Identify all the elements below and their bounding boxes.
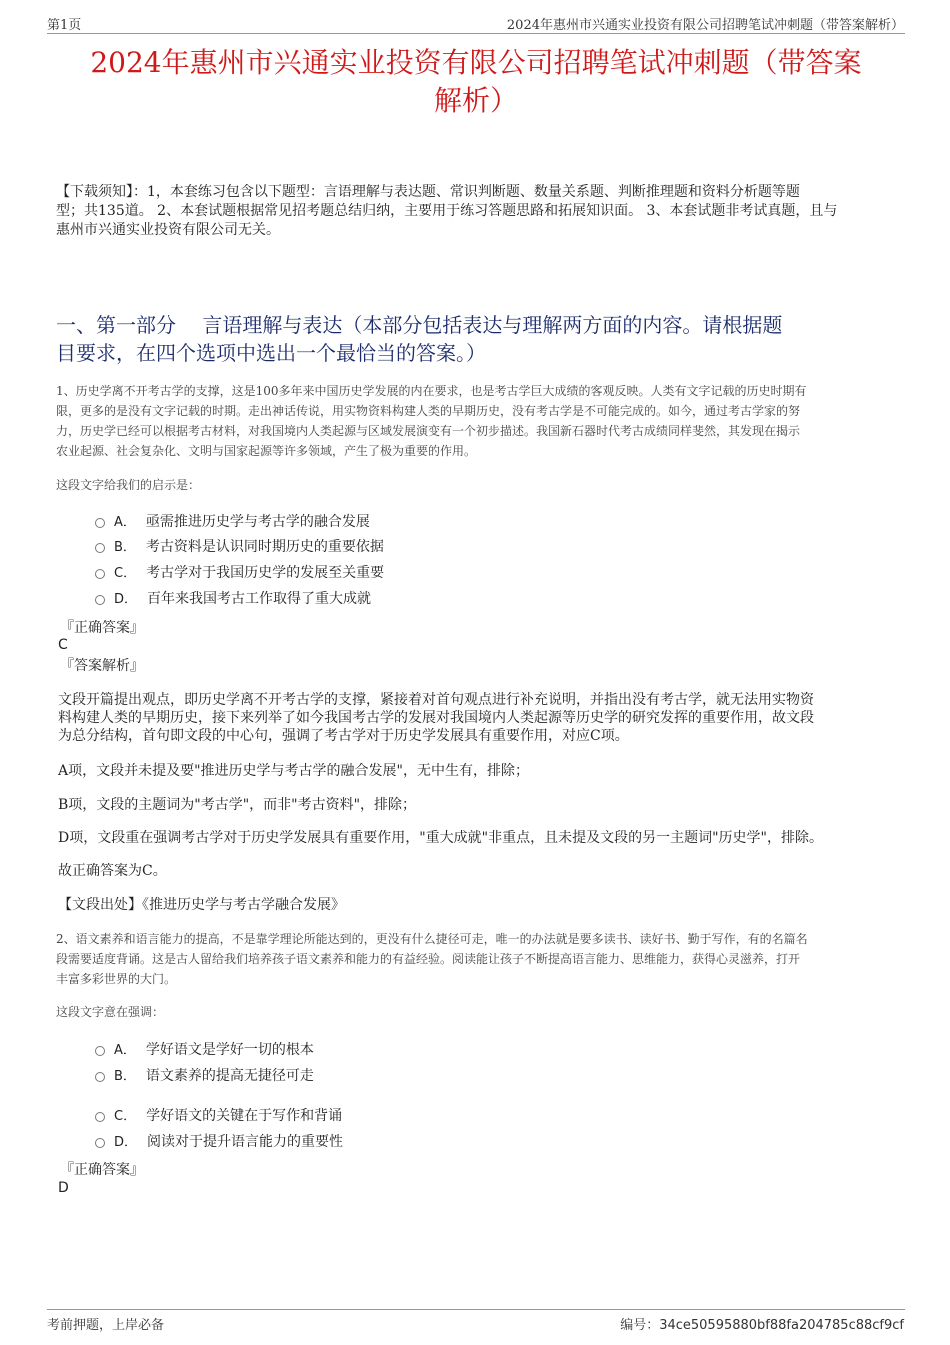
radio-button[interactable] xyxy=(95,1046,105,1056)
question-2-prompt: 这段文字意在强调： xyxy=(56,1005,165,1019)
section-heading-line-2: 目要求，在四个选项中选出一个最恰当的答案。） xyxy=(56,341,486,365)
option-text: 学好语文的关键在于写作和背诵 xyxy=(146,1108,343,1124)
q2-option-d[interactable] xyxy=(95,1132,343,1153)
radio-button[interactable] xyxy=(95,569,105,579)
option-text: 亟需推进历史学与考古学的融合发展 xyxy=(145,514,370,530)
option-letter: A． xyxy=(114,1043,136,1058)
q2-option-b[interactable] xyxy=(95,1066,314,1087)
q1-option-c[interactable] xyxy=(95,563,384,584)
question-line: 丰富多彩世界的大门。 xyxy=(56,972,177,986)
correct-answer-value: D xyxy=(58,1180,69,1196)
analysis-line: 为总分结构，首句即文段的中心句，强调了考古学对于历史学发展具有重要作用，对应C项。 xyxy=(58,728,629,744)
document-title xyxy=(47,44,905,120)
analysis-conclusion: 故正确答案为C。 xyxy=(58,863,167,879)
question-line: 2、语文素养和语言能力的提高，不是靠学理论所能达到的，更没有什么捷径可走，唯一的办法就是要多读书、读好书、勤于写作，有的名篇名 xyxy=(56,932,808,946)
question-line: 1、历史学离不开考古学的支撑，这是100多年来中国历史学发展的内在要求，也是考古学巨大成绩的客观反映。人类有文字记载的历史时期有 xyxy=(56,384,807,398)
notice-line: 【下载须知】：1，本套练习包含以下题型：言语理解与表达题、常识判断题、数量关系题、判断推理题和资料分析题等题 xyxy=(56,184,800,200)
question-line: 农业起源、社会复杂化、文明与国家起源等许多领域，产生了极为重要的作用。 xyxy=(56,444,477,458)
question-1-text xyxy=(56,381,904,461)
radio-button[interactable] xyxy=(95,595,105,605)
analysis-option-d: D项，文段重在强调考古学对于历史学发展具有重要作用，"重大成就"非重点，且未提及文段的另一主题词"历史学"，排除。 xyxy=(58,830,823,846)
question-line: 段需要适度背诵。这是古人留给我们培养孩子语文素养和能力的有益经验。阅读能让孩子不断提高语言能力、思维能力，获得心灵滋养，打开 xyxy=(56,952,801,966)
q1-option-a[interactable] xyxy=(95,512,370,533)
passage-source: 【文段出处】《推进历史学与考古学融合发展》 xyxy=(58,897,345,913)
correct-answer-label: 『正确答案』 xyxy=(60,620,144,636)
header-divider xyxy=(47,33,905,34)
option-letter: B． xyxy=(114,540,136,555)
correct-answer-label: 『正确答案』 xyxy=(60,1162,144,1178)
option-letter: C． xyxy=(114,1109,137,1124)
option-letter: B． xyxy=(114,1069,136,1084)
download-notice xyxy=(56,183,904,240)
title-line-1: 2024年惠州市兴通实业投资有限公司招聘笔试冲刺题（带答案 xyxy=(90,46,862,79)
q1-option-d[interactable] xyxy=(95,589,371,610)
analysis-label: 『答案解析』 xyxy=(60,658,144,674)
option-text: 阅读对于提升语言能力的重要性 xyxy=(147,1134,344,1150)
section-heading xyxy=(56,311,904,367)
question-2-text xyxy=(56,929,904,989)
radio-button[interactable] xyxy=(95,1112,105,1122)
option-letter: D． xyxy=(114,592,138,607)
notice-line: 惠州市兴通实业投资有限公司无关。 xyxy=(56,222,280,238)
analysis-line: 文段开篇提出观点，即历史学离不开考古学的支撑，紧接着对首句观点进行补充说明，并指出没有考古学，就无法用实物资 xyxy=(58,692,814,708)
notice-line: 型；共135道。 2、本套试题根据常见招考题总结归纳，主要用于练习答题思路和拓展知识面。 3、本套试题非考试真题，且与 xyxy=(56,203,838,219)
title-line-2: 解析） xyxy=(433,84,518,117)
question-1-prompt: 这段文字给我们的启示是： xyxy=(56,478,201,492)
option-letter: C． xyxy=(114,566,137,581)
analysis-option-b: B项，文段的主题词为"考古学"，而非"考古资料"，排除； xyxy=(58,797,417,813)
page-number: 第1页 xyxy=(47,18,82,33)
option-letter: D． xyxy=(114,1135,138,1150)
analysis-paragraph xyxy=(58,691,904,745)
footer-serial-number: 编号：34ce50595880bf88fa204785c88cf9cf xyxy=(620,1318,904,1333)
option-text: 语文素养的提高无捷径可走 xyxy=(145,1068,314,1084)
option-text: 考古学对于我国历史学的发展至关重要 xyxy=(146,565,385,581)
option-text: 考古资料是认识同时期历史的重要依据 xyxy=(145,539,384,555)
question-line: 力，历史学已经可以根据考古材料，对我国境内人类起源与区域发展演变有一个初步描述。我国新石器时代考古成绩同样斐然，其发现在揭示 xyxy=(56,424,801,438)
option-text: 学好语文是学好一切的根本 xyxy=(145,1042,314,1058)
radio-button[interactable] xyxy=(95,543,105,553)
radio-button[interactable] xyxy=(95,1072,105,1082)
section-heading-line-1: 一、第一部分 言语理解与表达（本部分包括表达与理解两方面的内容。请根据题 xyxy=(56,313,783,337)
option-letter: A． xyxy=(114,515,136,530)
footer-slogan: 考前押题，上岸必备 xyxy=(47,1318,165,1333)
q2-option-c[interactable] xyxy=(95,1106,342,1127)
q2-option-a[interactable] xyxy=(95,1040,314,1061)
radio-button[interactable] xyxy=(95,518,105,528)
correct-answer-value: C xyxy=(58,637,68,653)
radio-button[interactable] xyxy=(95,1138,105,1148)
analysis-option-a: A项，文段并未提及要"推进历史学与考古学的融合发展"，无中生有，排除； xyxy=(58,763,529,779)
question-line: 限，更多的是没有文字记载的时期。走出神话传说，用实物资料构建人类的早期历史，没有考古学是不可能完成的。如今，通过考古学家的努 xyxy=(56,404,801,418)
analysis-line: 料构建人类的早期历史，接下来列举了如今我国考古学的发展对我国境内人类起源等历史学的研究发挥的重要作用，故文段 xyxy=(58,710,814,726)
q1-option-b[interactable] xyxy=(95,537,384,558)
option-text: 百年来我国考古工作取得了重大成就 xyxy=(147,591,372,607)
header-doc-title: 2024年惠州市兴通实业投资有限公司招聘笔试冲刺题（带答案解析） xyxy=(506,18,904,33)
footer-divider xyxy=(47,1309,905,1310)
